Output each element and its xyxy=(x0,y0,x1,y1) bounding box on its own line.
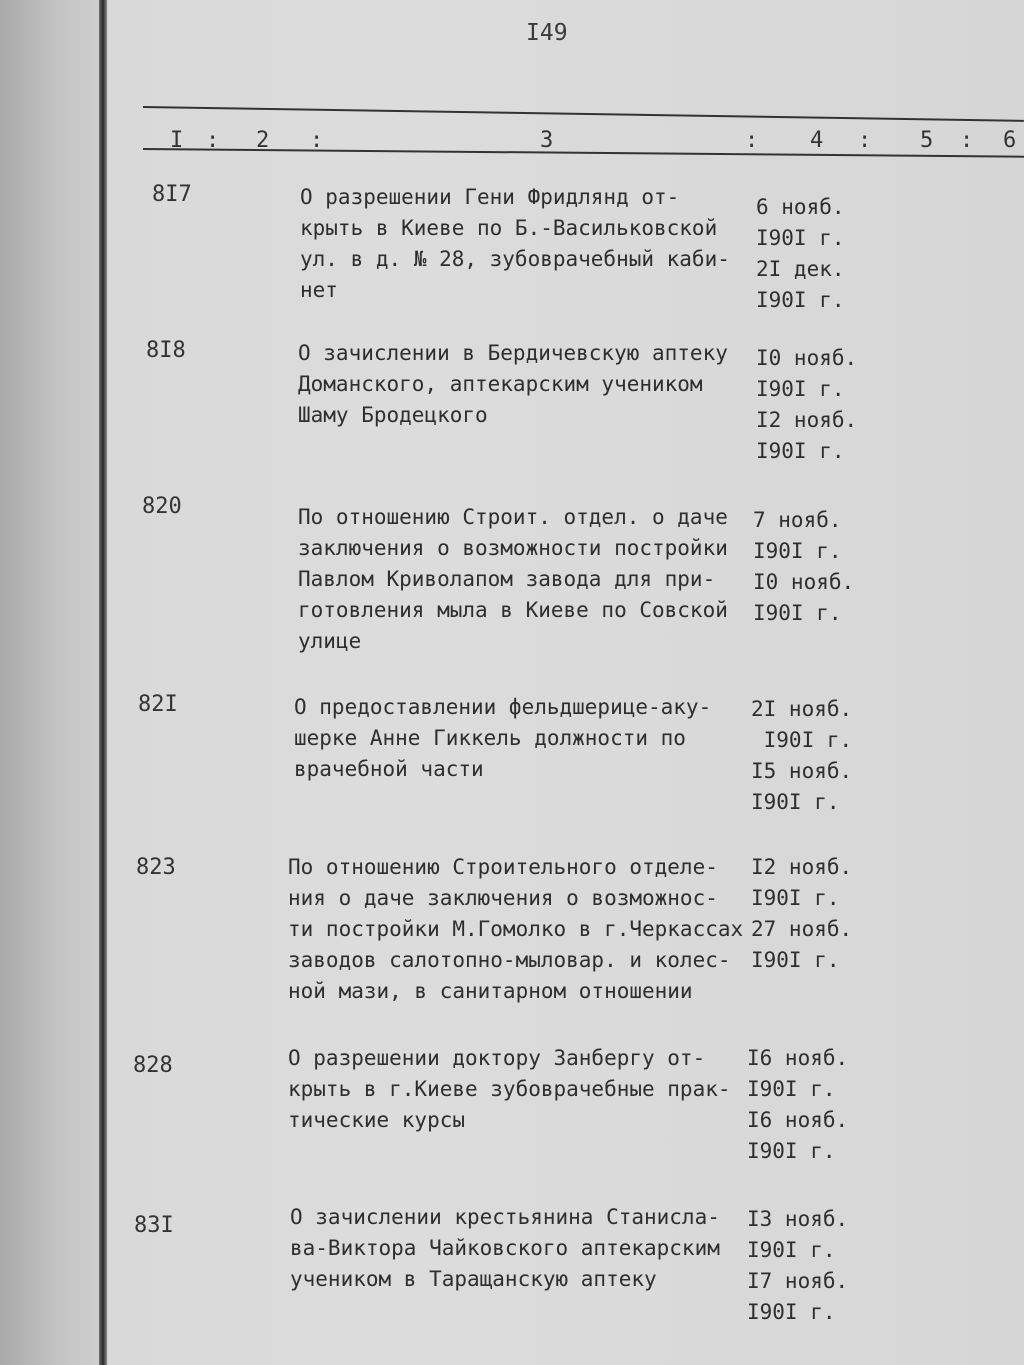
row-description: О разрешении доктору Занбергу от- крыть в г.Киеве зубоврачебные прак- тические курсы xyxy=(288,1046,731,1132)
page-number: I49 xyxy=(526,20,568,46)
binding-spine xyxy=(99,0,107,1365)
row-description: По отношению Строит. отдел. о даче заключения о возможности постройки Павлом Криволапом завода для при- готовления мыла в Киеве по Совской улице xyxy=(298,505,728,653)
column-4-header: 4 xyxy=(810,128,824,153)
column-separator: : xyxy=(960,128,974,153)
row-description: О разрешении Гени Фридлянд от- крыть в Киеве по Б.-Васильковской ул. в д. № 28, зубоврачебный каби- нет xyxy=(300,185,730,302)
column-separator: : xyxy=(310,128,324,153)
row-number: 820 xyxy=(142,494,182,519)
header-top-rule xyxy=(143,106,1024,122)
column-6-header: 6 xyxy=(1003,128,1017,153)
row-dates: I0 нояб. I90I г. I2 нояб. I90I г. xyxy=(756,346,858,463)
header-bottom-rule xyxy=(143,148,1024,158)
row-description: О предоставлении фельдшерице-аку- шерке Анне Гиккель должности по врачебной части xyxy=(294,695,712,781)
row-number: 8I7 xyxy=(152,182,192,207)
row-description: По отношению Строительного отделе- ния о даче заключения о возможнос- ти постройки М.Гомолко в г.Черкассах заводов салотопно-мыловар. и колес- ной мази, в санитарном отношении xyxy=(288,855,744,1003)
row-dates: I6 нояб. I90I г. I6 нояб. I90I г. xyxy=(747,1046,849,1163)
binding-gutter xyxy=(0,0,108,1365)
column-separator: : xyxy=(858,128,872,153)
row-number: 8I8 xyxy=(146,338,186,363)
column-separator: : xyxy=(745,128,759,153)
row-number: 828 xyxy=(133,1053,173,1078)
row-dates: 2I нояб. I90I г. I5 нояб. I90I г. xyxy=(751,697,853,814)
row-number: 82I xyxy=(138,692,178,717)
column-3-header: 3 xyxy=(540,128,554,153)
row-dates: 7 нояб. I90I г. I0 нояб. I90I г. xyxy=(753,508,855,625)
column-5-header: 5 xyxy=(920,128,934,153)
column-1-header: I xyxy=(170,128,184,153)
row-dates: I2 нояб. I90I г. 27 нояб. I90I г. xyxy=(751,855,853,972)
row-dates: 6 нояб. I90I г. 2I дек. I90I г. xyxy=(756,195,845,312)
column-separator: : xyxy=(206,128,220,153)
row-description: О зачислении в Бердичевскую аптеку Доманского, аптекарским учеником Шаму Бродецкого xyxy=(298,341,728,427)
row-dates: I3 нояб. I90I г. I7 нояб. I90I г. xyxy=(747,1207,849,1324)
row-number: 823 xyxy=(136,855,176,880)
column-2-header: 2 xyxy=(256,128,270,153)
row-number: 83I xyxy=(134,1213,174,1238)
row-description: О зачислении крестьянина Станисла- ва-Виктора Чайковского аптекарским учеником в Таращанскую аптеку xyxy=(290,1205,720,1291)
